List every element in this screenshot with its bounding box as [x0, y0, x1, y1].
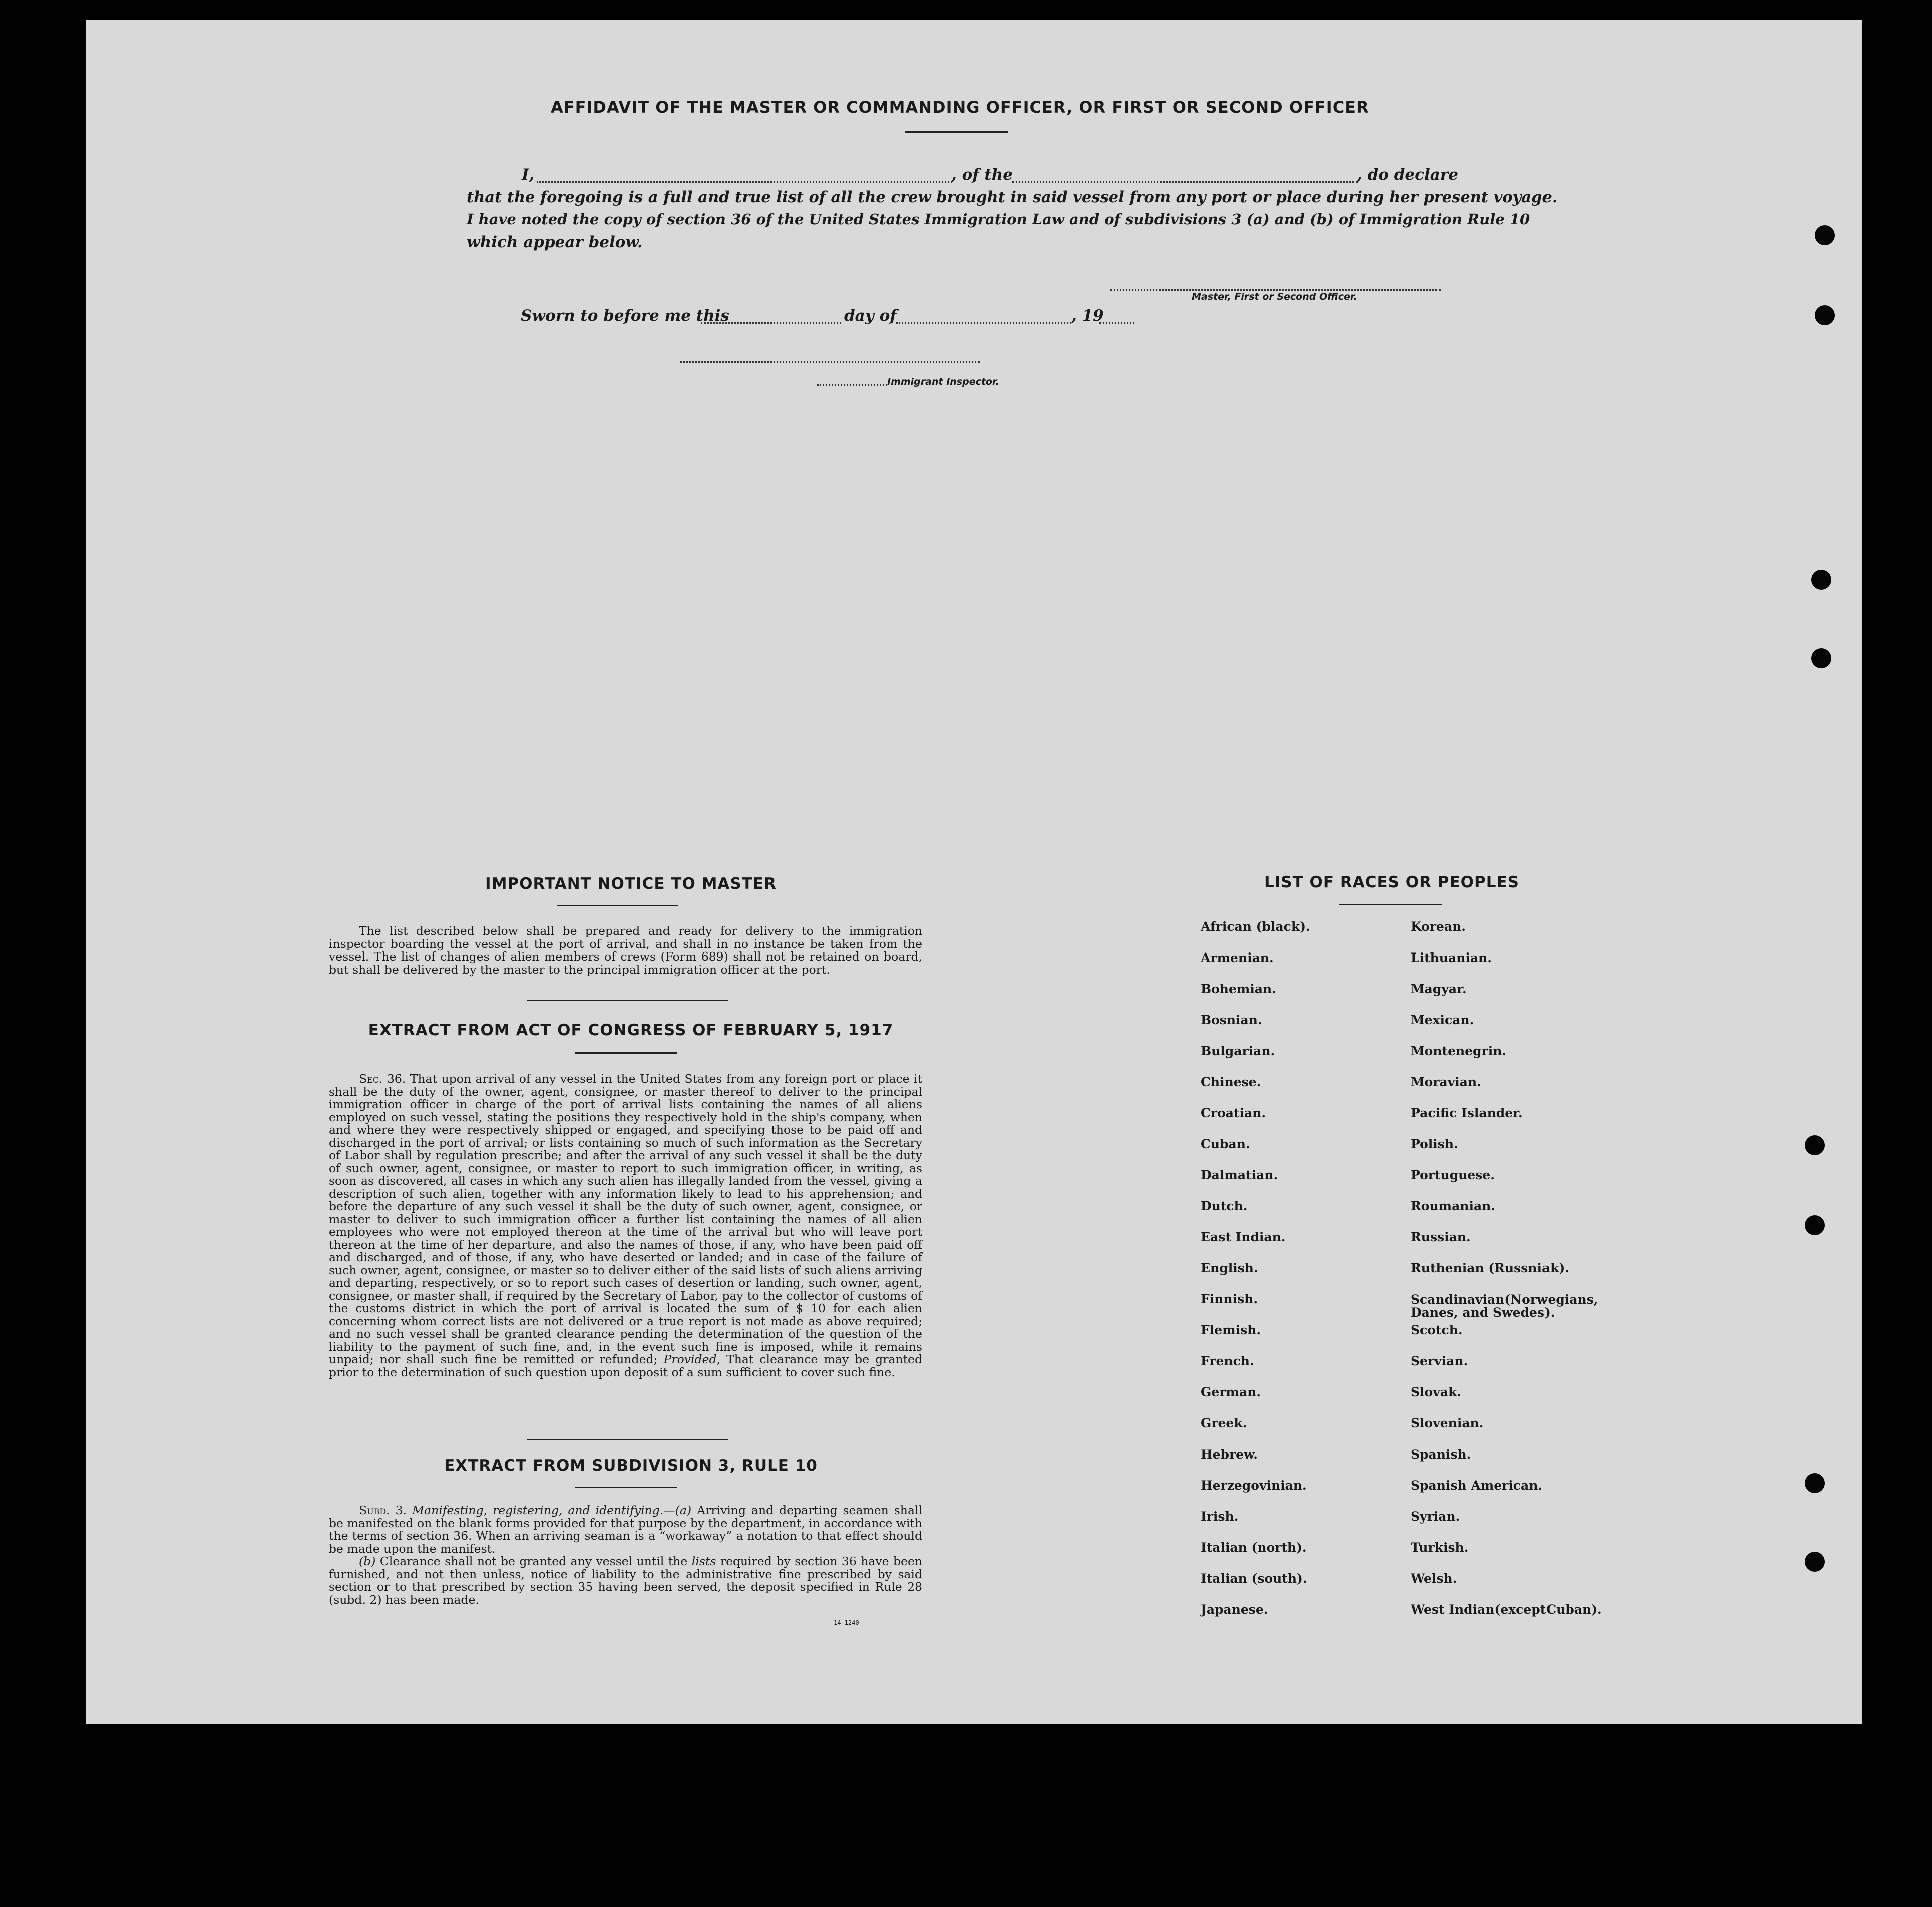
rule-title-underline [575, 1487, 677, 1488]
race-item: Italian (north). [1201, 1540, 1307, 1555]
rule-text-b2: required by section 36 have been furnished, and not then unless, notice of liability to the administrative fine prescribed by said section or to that prescribed by section 35 having been served, the deposit specified in Rule 28 (subd. 2) has been made. [329, 1554, 922, 1607]
races-right-column [1411, 921, 1606, 1635]
notice-title-underline [557, 905, 678, 906]
act-title: EXTRACT FROM ACT OF CONGRESS OF FEBRUARY 5, 1917 [368, 1021, 894, 1039]
race-item: East Indian. [1201, 1230, 1286, 1244]
races-title: LIST OF RACES OR PEOPLES [1264, 873, 1520, 891]
rule-title: EXTRACT FROM SUBDIVISION 3, RULE 10 [444, 1457, 818, 1475]
sworn-year-label: , 19 [1071, 307, 1104, 325]
race-item: Bosnian. [1201, 1013, 1262, 1027]
rule-text-a: Arriving and departing seamen shall be manifested on the blank forms provided for that purpose by the department, in accordance with the terms of section 36. When an arriving seaman is a “workaway” a notation to that effect should be made upon the manifest. [329, 1503, 922, 1556]
name-field-line [537, 181, 952, 183]
race-item: Irish. [1201, 1509, 1239, 1524]
inspector-line [680, 361, 980, 363]
race-item: Slovenian. [1411, 1416, 1484, 1431]
race-item: French. [1201, 1354, 1254, 1368]
races-left-column [1201, 921, 1310, 1635]
race-item: Finnish. [1201, 1292, 1258, 1306]
race-item: Turkish. [1411, 1540, 1469, 1555]
sworn-prefix: Sworn to before me this [521, 307, 729, 325]
race-item: Ruthenian (Russniak). [1411, 1261, 1569, 1275]
lists-word: lists [691, 1554, 716, 1568]
race-item: West Indian(exceptCuban). [1411, 1602, 1602, 1617]
race-item: Montenegrin. [1411, 1044, 1507, 1058]
race-item: Armenian. [1201, 950, 1274, 965]
race-item: English. [1201, 1261, 1258, 1275]
punch-hole [1805, 1473, 1825, 1493]
race-item: Scotch. [1411, 1323, 1463, 1337]
affidavit-i-label: I, [522, 166, 535, 184]
race-item: Bulgarian. [1201, 1044, 1275, 1058]
subd-heading: Manifesting, registering, and identifying.—(a) [412, 1503, 692, 1517]
race-item: Spanish. [1411, 1447, 1471, 1462]
race-item: Flemish. [1201, 1323, 1261, 1337]
race-item: Slovak. [1411, 1385, 1461, 1399]
vessel-field-line [1012, 181, 1358, 183]
inspector-line-short [817, 384, 887, 386]
title-underline [905, 131, 1008, 133]
punch-hole [1815, 225, 1835, 245]
section-divider [527, 1000, 728, 1001]
form-number: 14—1240 [834, 1619, 859, 1626]
race-item: African (black). [1201, 919, 1310, 934]
race-item: Chinese. [1201, 1075, 1261, 1089]
provided-word: Provided, [663, 1352, 720, 1366]
affidavit-line-3: I have noted the copy of section 36 of the United States Immigration Law and of subdivisions 3 (a) and (b) of Immigration Rule 10 [467, 211, 1530, 228]
notice-title: IMPORTANT NOTICE TO MASTER [485, 875, 777, 893]
race-item: Dutch. [1201, 1199, 1248, 1213]
race-item: Cuban. [1201, 1137, 1250, 1151]
race-item: Lithuanian. [1411, 950, 1492, 965]
affidavit-line-2: that the foregoing is a full and true list of all the crew brought in said vessel from any port or place during her present voyage. [467, 188, 1558, 206]
act-text: That upon arrival of any vessel in the United States from any foreign port or place it shall be the duty of the owner, agent, consignee, or master thereof to deliver to the principal immigration officer in charge of the port of arrival lists containing the names of all aliens employed on such vessel, stating the positions they respectively hold in the ship's company, when and where they were respectively shipped or engaged, and specifying those to be paid off and discharged in the port of arrival; or lists containing so much of such information as the Secretary of Labor shall by regulation prescribe; and after the arrival of any such vessel it shall be the duty of such owner, agent, consignee, or master to report to such immigration officer, in writing, as soon as discovered, all cases in which any such alien has illegally landed from the vessel, giving a description of such alien, together with any information likely to lead to his apprehension; and before the departure of any such vessel it shall be the duty of such owner, agent, consignee, or master to deliver to such immigration officer a further list containing the names of all alien employees who were not employed thereon at the time of the arrival but who will leave port thereon at the time of her departure, and also the names of those, if any, who have been paid off and discharged, and of those, if any, who have deserted or landed; and in case of the failure of such owner, agent, consignee, or master so to deliver either of the said lists of such aliens arriving and departing, respectively, or so to report such cases of desertion or landing, such owner, agent, consignee, or master shall, if required by the Secretary of Labor, pay to the collector of customs of the customs district in which the port of arrival is located the sum of $ 10 for each alien concerning whom correct lists are not delivered or a true report is not made as above required; and no such vessel shall be granted clearance pending the determination of the question of the liability to the payment of such fine, and, in the event such fine is imposed, while it remains unpaid; nor shall such fine be remitted or refunded; [329, 1072, 922, 1366]
race-item: Welsh. [1411, 1571, 1457, 1586]
punch-hole [1811, 648, 1831, 668]
signature-line [1110, 289, 1441, 291]
race-item: Bohemian. [1201, 982, 1276, 996]
affidavit-line-4: which appear below. [467, 233, 643, 251]
race-item: Mexican. [1411, 1013, 1474, 1027]
sworn-day-label: day of [844, 307, 897, 325]
act-text-end: That clearance may be granted prior to the determination of such question upon deposit of a sum sufficient to cover such fine. [329, 1352, 922, 1379]
b-label: (b) [359, 1554, 376, 1568]
sec-label: Sec. 36. [359, 1072, 406, 1086]
act-paragraph [329, 1073, 922, 1379]
rule-paragraph [329, 1504, 922, 1606]
punch-hole [1811, 570, 1831, 590]
affidavit-title: AFFIDAVIT OF THE MASTER OR COMMANDING OFFICER, OR FIRST OR SECOND OFFICER [551, 98, 1369, 117]
race-item: Russian. [1411, 1230, 1471, 1244]
notice-text: The list described below shall be prepared and ready for delivery to the immigration inspector boarding the vessel at the port of arrival, and shall in no instance be taken from the vessel. The list of changes of alien members of crews (Form 689) shall not be retained on board, but shall be delivered by the master to the principal immigration officer at the port. [329, 924, 922, 977]
inspector-label: Immigrant Inspector. [887, 376, 999, 387]
race-item: Polish. [1411, 1137, 1458, 1151]
race-item: Magyar. [1411, 982, 1467, 996]
act-title-underline [575, 1052, 677, 1054]
race-item: Scandinavian(Norwegians, Danes, and Swedes). [1411, 1292, 1598, 1320]
race-item: Hebrew. [1201, 1447, 1258, 1462]
race-item: Roumanian. [1411, 1199, 1496, 1213]
race-item: Korean. [1411, 919, 1466, 934]
race-item: Pacific Islander. [1411, 1106, 1523, 1120]
section-divider-2 [527, 1439, 728, 1440]
race-item: Greek. [1201, 1416, 1247, 1431]
sworn-day-line [701, 322, 841, 324]
subd-label: Subd. 3. [359, 1503, 407, 1517]
race-item: Japanese. [1201, 1602, 1268, 1617]
race-item: Moravian. [1411, 1075, 1481, 1089]
sworn-year-line [1099, 322, 1134, 324]
punch-hole [1815, 305, 1835, 325]
rule-text-b1: Clearance shall not be granted any vessel until the [379, 1554, 688, 1568]
race-item: Servian. [1411, 1354, 1468, 1368]
punch-hole [1805, 1135, 1825, 1155]
notice-paragraph [329, 925, 922, 976]
race-item: Croatian. [1201, 1106, 1266, 1120]
punch-hole [1805, 1215, 1825, 1235]
signature-label: Master, First or Second Officer. [1192, 291, 1357, 302]
race-item: Dalmatian. [1201, 1168, 1278, 1182]
race-item: Spanish American. [1411, 1478, 1543, 1493]
affidavit-declare-label: , do declare [1357, 166, 1458, 184]
punch-hole [1805, 1552, 1825, 1572]
race-item: Herzegovinian. [1201, 1478, 1307, 1493]
sworn-month-line [896, 322, 1071, 324]
race-item: German. [1201, 1385, 1261, 1399]
races-title-underline [1339, 904, 1442, 905]
race-item: Italian (south). [1201, 1571, 1307, 1586]
affidavit-of-the-label: , of the [951, 166, 1013, 184]
race-item: Syrian. [1411, 1509, 1460, 1524]
race-item: Portuguese. [1411, 1168, 1495, 1182]
